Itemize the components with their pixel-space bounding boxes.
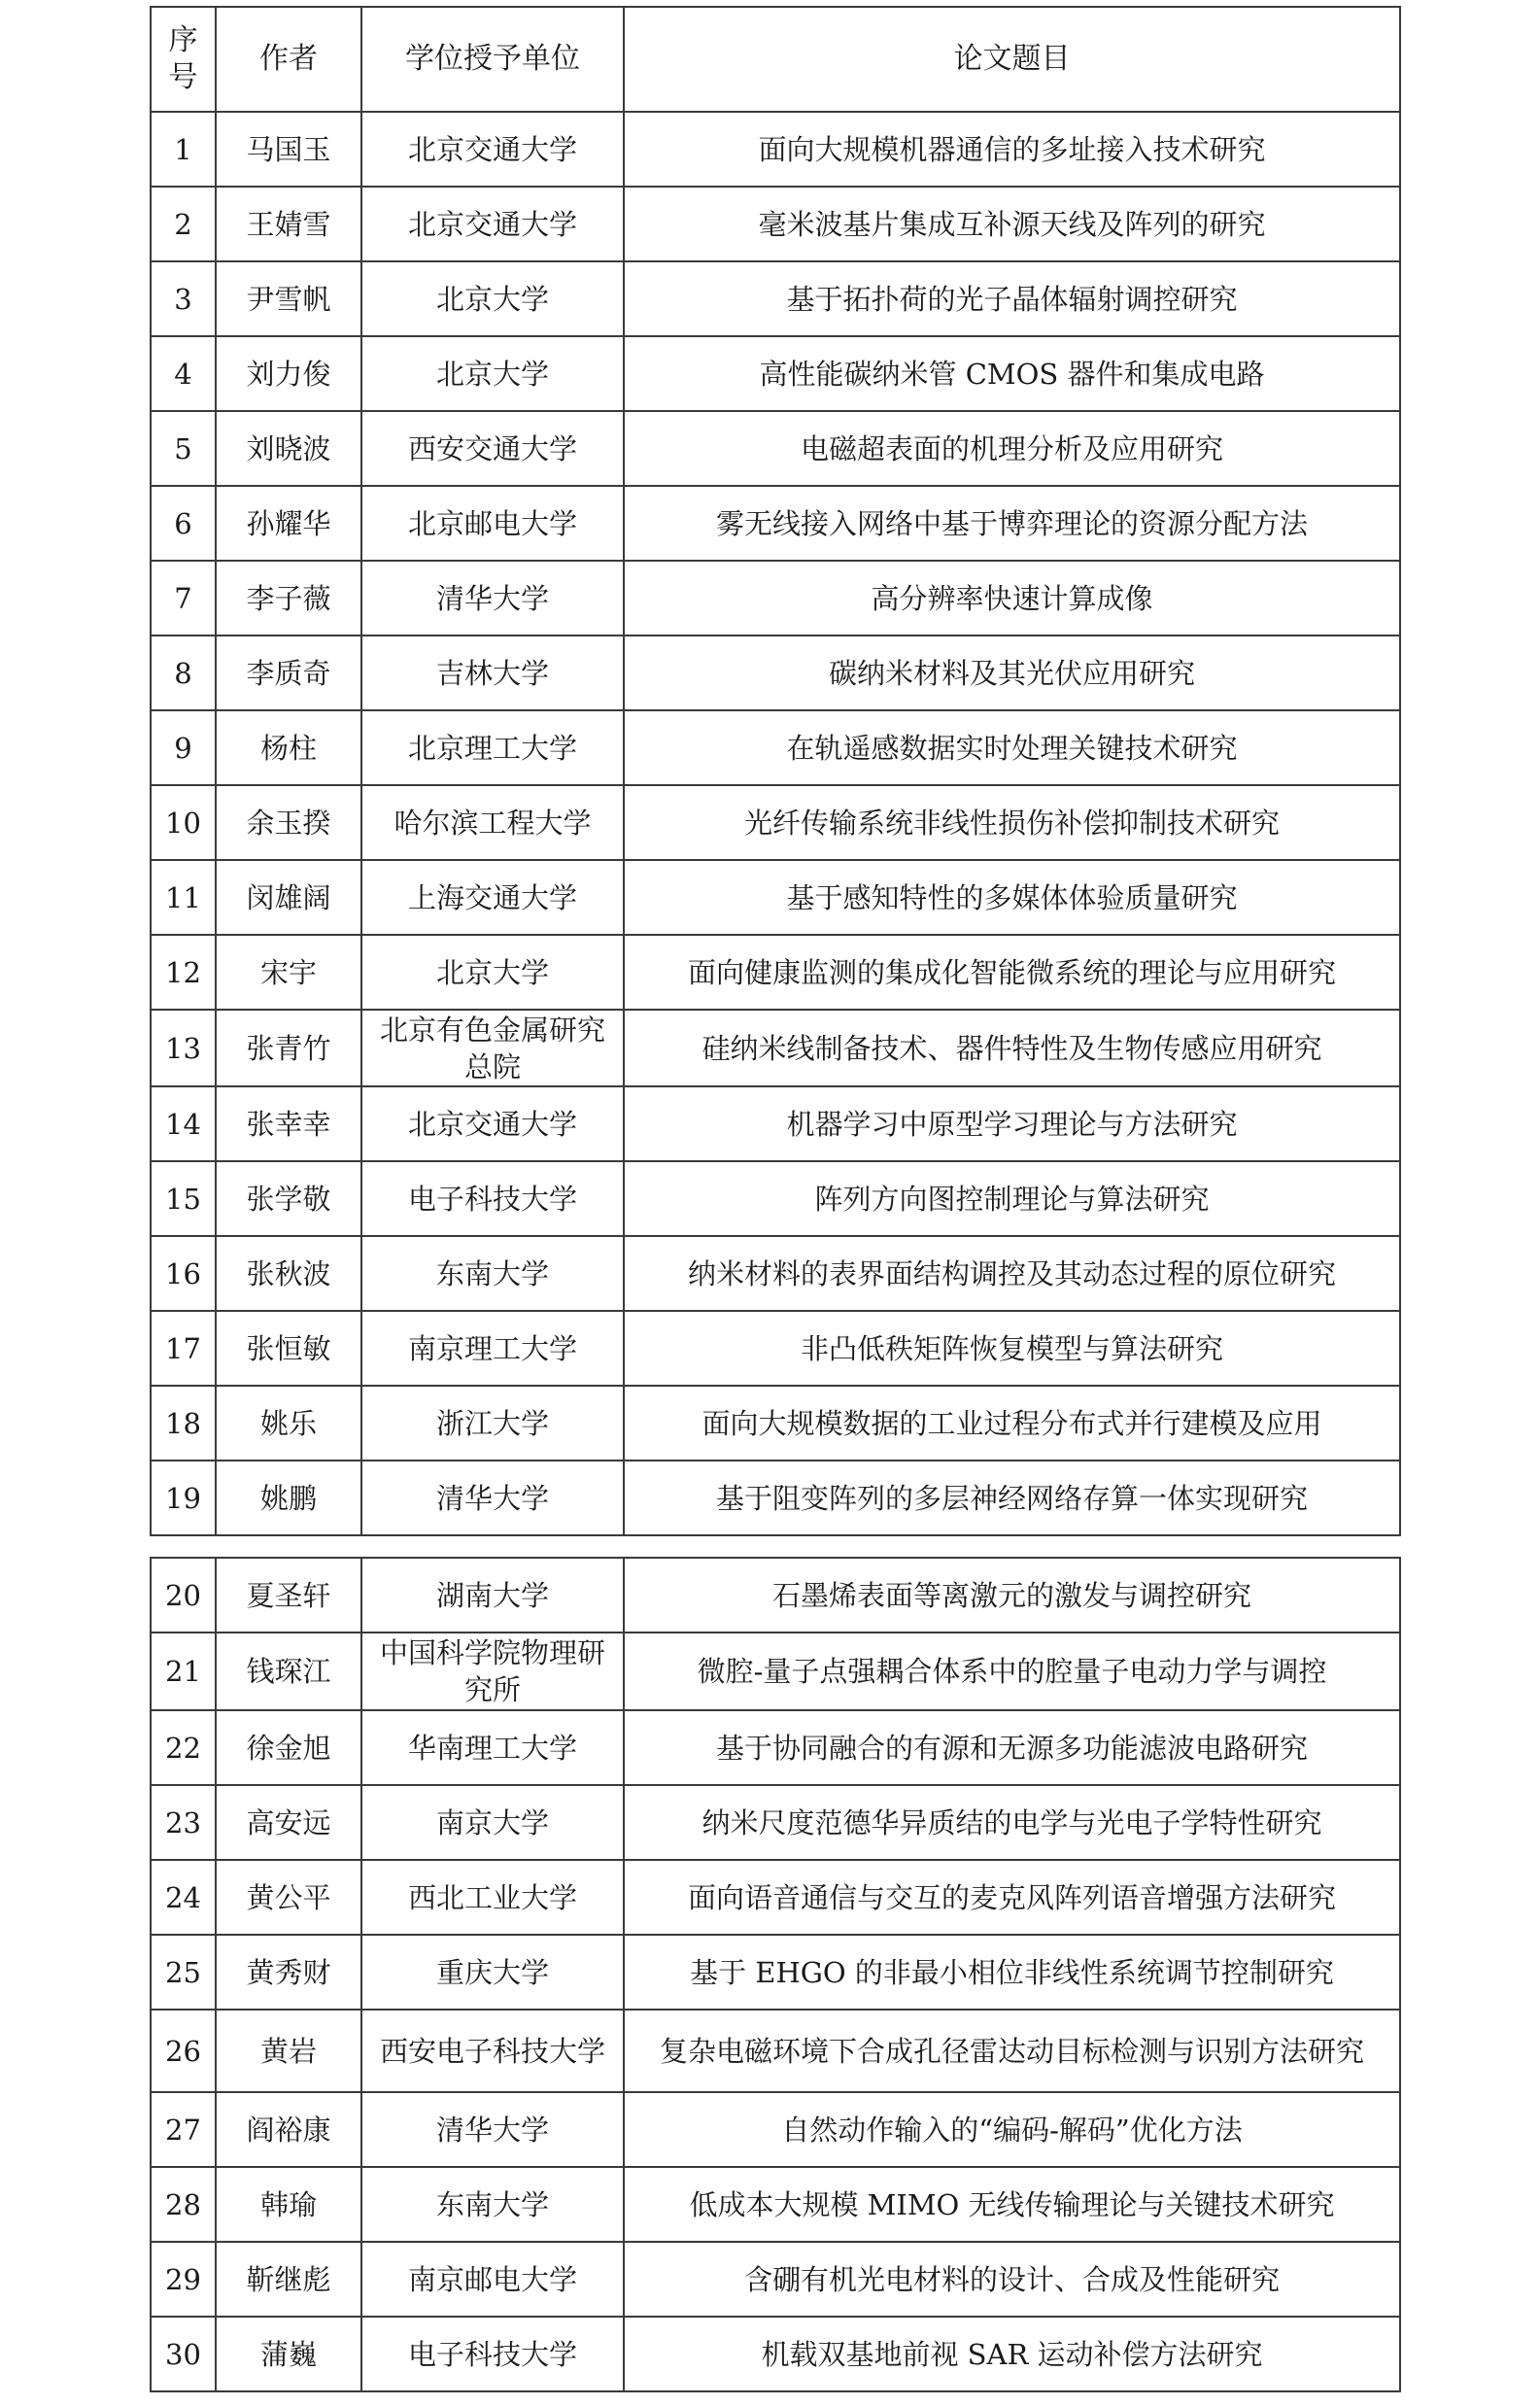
row-title: 机载双基地前视 SAR 运动补偿方法研究 (624, 2317, 1400, 2391)
row-author: 徐金旭 (216, 1710, 361, 1785)
row-title: 雾无线接入网络中基于博弈理论的资源分配方法 (624, 486, 1400, 561)
row-university: 北京交通大学 (361, 112, 624, 187)
table-row (151, 860, 1400, 935)
row-author: 张幸幸 (216, 1086, 361, 1161)
row-num: 3 (151, 261, 216, 336)
row-title: 基于阻变阵列的多层神经网络存算一体实现研究 (624, 1461, 1400, 1535)
row-title: 石墨烯表面等离激元的激发与调控研究 (624, 1558, 1400, 1633)
row-title: 在轨遥感数据实时处理关键技术研究 (624, 710, 1400, 785)
row-num: 9 (151, 710, 216, 785)
row-author: 李子薇 (216, 561, 361, 636)
table-row (151, 1086, 1400, 1161)
table-row (151, 1010, 1400, 1086)
row-num: 20 (151, 1558, 216, 1633)
row-num: 15 (151, 1161, 216, 1236)
row-university: 上海交通大学 (361, 860, 624, 935)
row-university: 浙江大学 (361, 1386, 624, 1461)
row-university: 哈尔滨工程大学 (361, 785, 624, 860)
table-row (151, 261, 1400, 336)
table-row (151, 187, 1400, 261)
row-author: 张青竹 (216, 1010, 361, 1086)
row-num: 17 (151, 1311, 216, 1386)
row-author: 王婧雪 (216, 187, 361, 261)
row-university: 中国科学院物理研究所 (361, 1633, 624, 1710)
row-author: 张学敬 (216, 1161, 361, 1236)
thesis-table-part-2 (150, 1557, 1401, 2392)
row-author: 黄公平 (216, 1860, 361, 1935)
header-university: 学位授予单位 (361, 7, 624, 112)
row-num: 11 (151, 860, 216, 935)
row-university: 北京理工大学 (361, 710, 624, 785)
row-num: 1 (151, 112, 216, 187)
row-author: 张秋波 (216, 1236, 361, 1311)
row-author: 马国玉 (216, 112, 361, 187)
row-university: 清华大学 (361, 561, 624, 636)
row-title: 基于 EHGO 的非最小相位非线性系统调节控制研究 (624, 1935, 1400, 2010)
row-university: 清华大学 (361, 2092, 624, 2167)
table-row (151, 1935, 1400, 2010)
table-header-row (151, 7, 1400, 112)
row-title: 毫米波基片集成互补源天线及阵列的研究 (624, 187, 1400, 261)
row-title: 纳米尺度范德华异质结的电学与光电子学特性研究 (624, 1785, 1400, 1860)
thesis-table-part-1 (150, 6, 1401, 1536)
row-author: 高安远 (216, 1785, 361, 1860)
table-row (151, 1386, 1400, 1461)
row-title: 高性能碳纳米管 CMOS 器件和集成电路 (624, 336, 1400, 411)
row-title: 自然动作输入的“编码-解码”优化方法 (624, 2092, 1400, 2167)
row-university: 东南大学 (361, 1236, 624, 1311)
header-author: 作者 (216, 7, 361, 112)
row-title: 碳纳米材料及其光伏应用研究 (624, 636, 1400, 710)
row-num: 2 (151, 187, 216, 261)
row-title: 微腔-量子点强耦合体系中的腔量子电动力学与调控 (624, 1633, 1400, 1710)
row-num: 8 (151, 636, 216, 710)
row-university: 清华大学 (361, 1461, 624, 1535)
row-num: 10 (151, 785, 216, 860)
table-row (151, 1710, 1400, 1785)
row-num: 24 (151, 1860, 216, 1935)
row-author: 靳继彪 (216, 2242, 361, 2317)
row-title: 面向健康监测的集成化智能微系统的理论与应用研究 (624, 935, 1400, 1010)
row-university: 南京邮电大学 (361, 2242, 624, 2317)
row-university: 华南理工大学 (361, 1710, 624, 1785)
row-num: 12 (151, 935, 216, 1010)
row-num: 7 (151, 561, 216, 636)
table-row (151, 1461, 1400, 1535)
row-author: 阎裕康 (216, 2092, 361, 2167)
row-author: 姚乐 (216, 1386, 361, 1461)
row-title: 低成本大规模 MIMO 无线传输理论与关键技术研究 (624, 2167, 1400, 2242)
row-num: 22 (151, 1710, 216, 1785)
row-num: 14 (151, 1086, 216, 1161)
table-row (151, 2317, 1400, 2391)
row-author: 张恒敏 (216, 1311, 361, 1386)
row-author: 姚鹏 (216, 1461, 361, 1535)
row-title: 面向语音通信与交互的麦克风阵列语音增强方法研究 (624, 1860, 1400, 1935)
row-author: 黄秀财 (216, 1935, 361, 2010)
row-title: 基于感知特性的多媒体体验质量研究 (624, 860, 1400, 935)
row-title: 硅纳米线制备技术、器件特性及生物传感应用研究 (624, 1010, 1400, 1086)
row-num: 21 (151, 1633, 216, 1710)
row-university: 南京理工大学 (361, 1311, 624, 1386)
table-row (151, 785, 1400, 860)
row-university: 北京交通大学 (361, 187, 624, 261)
row-num: 26 (151, 2010, 216, 2092)
row-num: 18 (151, 1386, 216, 1461)
row-title: 面向大规模机器通信的多址接入技术研究 (624, 112, 1400, 187)
row-author: 蒲巍 (216, 2317, 361, 2391)
row-num: 25 (151, 1935, 216, 2010)
row-author: 闵雄阔 (216, 860, 361, 935)
row-title: 复杂电磁环境下合成孔径雷达动目标检测与识别方法研究 (624, 2010, 1400, 2092)
row-title: 纳米材料的表界面结构调控及其动态过程的原位研究 (624, 1236, 1400, 1311)
row-university: 南京大学 (361, 1785, 624, 1860)
row-num: 5 (151, 411, 216, 486)
table-row (151, 486, 1400, 561)
table-row (151, 1785, 1400, 1860)
row-title: 高分辨率快速计算成像 (624, 561, 1400, 636)
table-row (151, 1860, 1400, 1935)
row-author: 余玉揆 (216, 785, 361, 860)
table-row (151, 636, 1400, 710)
row-university: 东南大学 (361, 2167, 624, 2242)
row-author: 李质奇 (216, 636, 361, 710)
table-row (151, 2010, 1400, 2092)
row-num: 30 (151, 2317, 216, 2391)
row-author: 刘力俊 (216, 336, 361, 411)
row-author: 韩瑜 (216, 2167, 361, 2242)
row-university: 北京大学 (361, 336, 624, 411)
row-num: 13 (151, 1010, 216, 1086)
row-university: 北京有色金属研究总院 (361, 1010, 624, 1086)
row-num: 27 (151, 2092, 216, 2167)
row-title: 基于协同融合的有源和无源多功能滤波电路研究 (624, 1710, 1400, 1785)
table-row (151, 1558, 1400, 1633)
row-university: 重庆大学 (361, 1935, 624, 2010)
row-university: 西安电子科技大学 (361, 2010, 624, 2092)
table-row (151, 112, 1400, 187)
table-row (151, 1311, 1400, 1386)
row-title: 非凸低秩矩阵恢复模型与算法研究 (624, 1311, 1400, 1386)
row-author: 宋宇 (216, 935, 361, 1010)
row-university: 北京邮电大学 (361, 486, 624, 561)
row-author: 夏圣轩 (216, 1558, 361, 1633)
row-author: 杨柱 (216, 710, 361, 785)
table-row (151, 336, 1400, 411)
row-university: 西北工业大学 (361, 1860, 624, 1935)
header-num: 序号 (151, 7, 216, 112)
row-num: 19 (151, 1461, 216, 1535)
row-university: 湖南大学 (361, 1558, 624, 1633)
row-title: 基于拓扑荷的光子晶体辐射调控研究 (624, 261, 1400, 336)
table-row (151, 2242, 1400, 2317)
row-title: 面向大规模数据的工业过程分布式并行建模及应用 (624, 1386, 1400, 1461)
table-row (151, 2167, 1400, 2242)
row-university: 北京大学 (361, 261, 624, 336)
row-num: 6 (151, 486, 216, 561)
row-author: 黄岩 (216, 2010, 361, 2092)
row-title: 含硼有机光电材料的设计、合成及性能研究 (624, 2242, 1400, 2317)
row-author: 孙耀华 (216, 486, 361, 561)
row-title: 电磁超表面的机理分析及应用研究 (624, 411, 1400, 486)
table-row (151, 710, 1400, 785)
row-num: 23 (151, 1785, 216, 1860)
row-university: 电子科技大学 (361, 1161, 624, 1236)
row-title: 阵列方向图控制理论与算法研究 (624, 1161, 1400, 1236)
row-title: 机器学习中原型学习理论与方法研究 (624, 1086, 1400, 1161)
row-author: 钱琛江 (216, 1633, 361, 1710)
table-row (151, 935, 1400, 1010)
row-university: 西安交通大学 (361, 411, 624, 486)
table-row (151, 1236, 1400, 1311)
header-title: 论文题目 (624, 7, 1400, 112)
row-author: 尹雪帆 (216, 261, 361, 336)
row-university: 吉林大学 (361, 636, 624, 710)
table-row (151, 1633, 1400, 1710)
row-university: 北京交通大学 (361, 1086, 624, 1161)
table-row (151, 1161, 1400, 1236)
table-row (151, 2092, 1400, 2167)
row-university: 北京大学 (361, 935, 624, 1010)
row-university: 电子科技大学 (361, 2317, 624, 2391)
row-author: 刘晓波 (216, 411, 361, 486)
table-row (151, 561, 1400, 636)
row-num: 28 (151, 2167, 216, 2242)
row-num: 29 (151, 2242, 216, 2317)
row-num: 16 (151, 1236, 216, 1311)
row-title: 光纤传输系统非线性损伤补偿抑制技术研究 (624, 785, 1400, 860)
table-row (151, 411, 1400, 486)
row-num: 4 (151, 336, 216, 411)
